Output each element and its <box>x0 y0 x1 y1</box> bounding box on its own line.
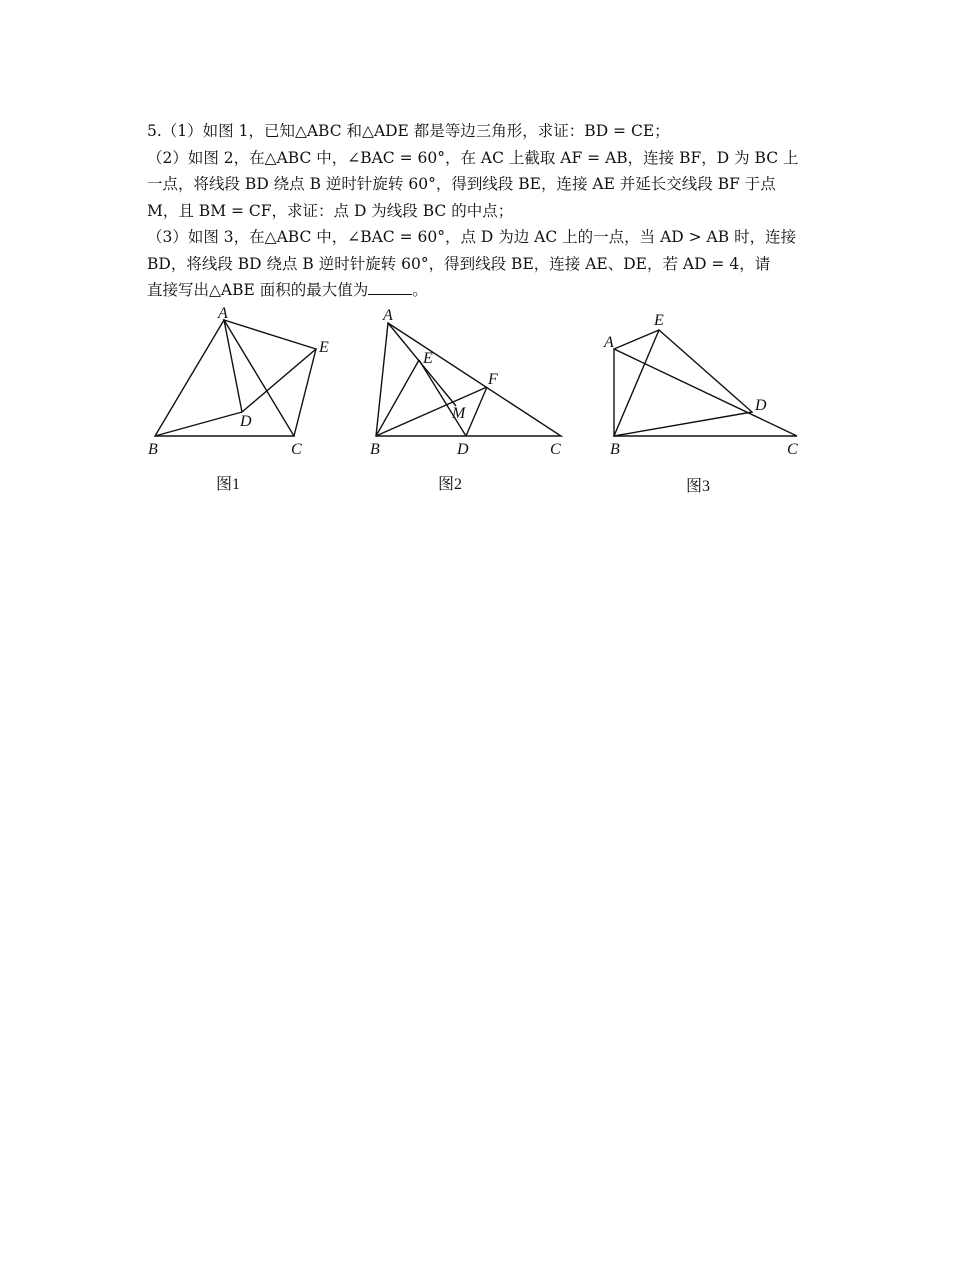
figure-1-caption: 图1 <box>216 476 241 493</box>
fig2-triangle-abc <box>376 323 561 436</box>
problem-line-3: 一点，将线段 BD 绕点 B 逆时针旋转 60°，得到线段 BE，连接 AE 并延长交线段 BF 于点 <box>147 175 776 193</box>
figure-2-caption: 图2 <box>438 476 463 493</box>
problem-line-7-text: 直接写出△ABE 面积的最大值为 <box>147 281 369 299</box>
fig1-triangle-ade <box>224 320 316 412</box>
fig3-label-b: B <box>610 441 620 458</box>
fig3-label-a: A <box>604 334 614 351</box>
problem-line-6: BD，将线段 BD 绕点 B 逆时针旋转 60°，得到线段 BE，连接 AE、DE，若 AD = 4，请 <box>147 254 771 273</box>
fig2-segment-ed <box>419 360 466 436</box>
fig1-label-c: C <box>291 441 302 458</box>
fig1-label-a: A <box>218 305 228 322</box>
fig2-label-b: B <box>370 441 380 458</box>
fig3-triangle-bde <box>614 330 752 436</box>
fig1-segment-ce <box>294 349 316 436</box>
fig1-label-b: B <box>148 441 158 458</box>
fig2-label-d: D <box>457 441 469 458</box>
fig1-segment-bd <box>155 412 242 436</box>
problem-line-4: M，且 BM = CF，求证：点 D 为线段 BC 的中点； <box>147 201 514 220</box>
problem-line-5: （3）如图 3，在△ABC 中，∠BAC = 60°，点 D 为边 AC 上的一点，当 AD > AB 时，连接 <box>147 228 797 246</box>
figure-1 <box>148 305 329 458</box>
fig2-label-e: E <box>423 350 433 367</box>
fig1-label-d: D <box>240 413 252 430</box>
fig3-label-c: C <box>787 441 798 458</box>
fig3-triangle-abc <box>614 349 797 436</box>
figure-2 <box>370 307 561 458</box>
fig2-label-c: C <box>550 441 561 458</box>
fig2-segment-bf <box>376 387 487 436</box>
figure-3-caption: 图3 <box>686 478 711 495</box>
figure-3 <box>603 312 798 458</box>
fig2-label-f: F <box>488 371 498 388</box>
problem-line-1: 5.（1）如图 1，已知△ABC 和△ADE 都是等边三角形，求证：BD = CE； <box>147 122 670 140</box>
fig1-label-e: E <box>319 339 329 356</box>
problem-line-2: （2）如图 2，在△ABC 中，∠BAC = 60°，在 AC 上截取 AF = AB，连接 BF，D 为 BC 上 <box>147 148 799 167</box>
fig3-label-e: E <box>654 312 664 329</box>
fig2-label-m: M <box>452 405 466 422</box>
fig2-label-a: A <box>383 307 393 324</box>
problem-line-7-end: 。 <box>412 281 428 299</box>
fig1-triangle-abc <box>155 320 294 436</box>
fig3-label-d: D <box>755 397 767 414</box>
